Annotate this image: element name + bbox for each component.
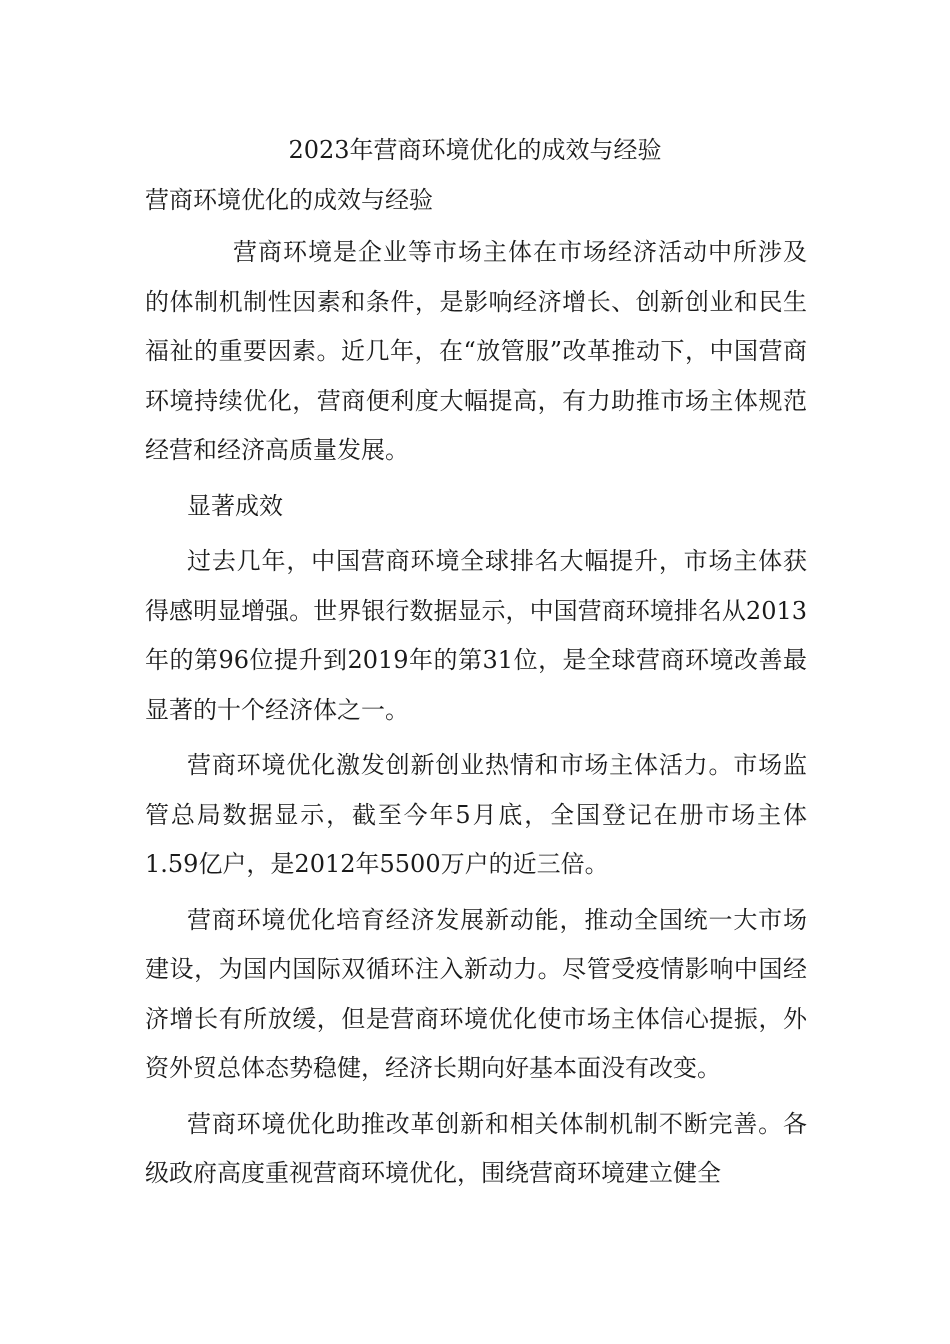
intro-paragraph: 营商环境是企业等市场主体在市场经济活动中所涉及的体制机制性因素和条件，是影响经济增长、创新创业和民生福祉的重要因素。近几年，在“放管服”改革推动下，中国营商环境持续优化，营商便利度大幅提高，有力助推市场主体规范经营和经济高质量发展。 bbox=[145, 238, 807, 464]
section-heading: 显著成效 bbox=[187, 491, 283, 520]
document-title: 2023年营商环境优化的成效与经验 bbox=[288, 136, 662, 164]
body-paragraph: 营商环境优化激发创新创业热情和市场主体活力。市场监管总局数据显示，截至今年5月底，全国登记在册市场主体1.59亿户，是2012年5500万户的近三倍。 bbox=[145, 751, 807, 878]
document-subtitle: 营商环境优化的成效与经验 bbox=[145, 186, 433, 214]
body-paragraph: 营商环境优化助推改革创新和相关体制机制不断完善。各级政府高度重视营商环境优化，围绕营商环境建立健全 bbox=[145, 1109, 807, 1187]
body-paragraph: 营商环境优化培育经济发展新动能，推动全国统一大市场建设，为国内国际双循环注入新动力。尽管受疫情影响中国经济增长有所放缓，但是营商环境优化使市场主体信心提振，外资外贸总体态势稳健，经济长期向好基本面没有改变。 bbox=[145, 905, 807, 1082]
document-body bbox=[145, 228, 807, 1199]
body-paragraph: 过去几年，中国营商环境全球排名大幅提升，市场主体获得感明显增强。世界银行数据显示，中国营商环境排名从2013年的第96位提升到2019年的第31位，是全球营商环境改善最显著的十个经济体之一。 bbox=[145, 547, 807, 724]
